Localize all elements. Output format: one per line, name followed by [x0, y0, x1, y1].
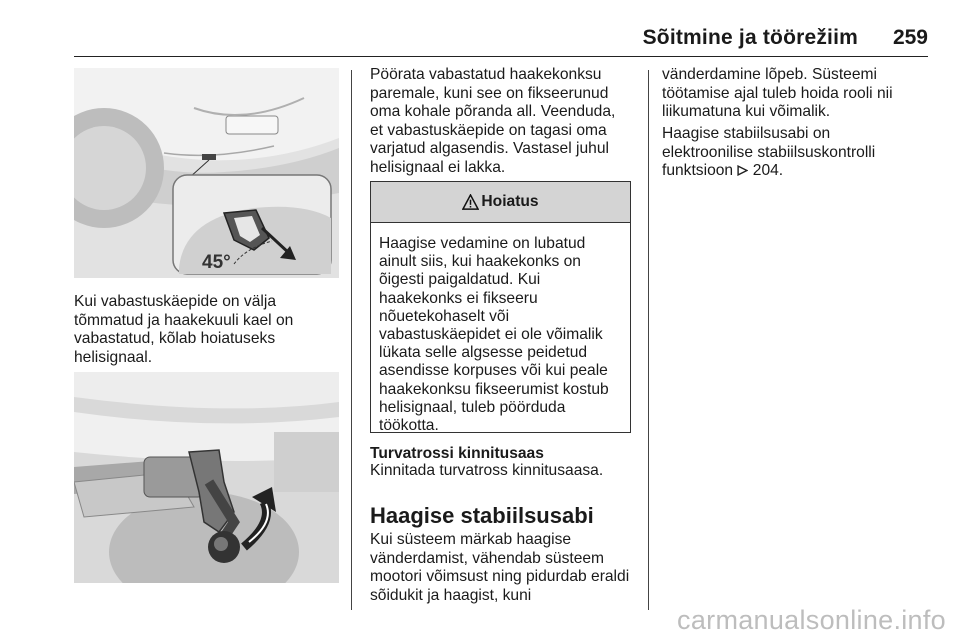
- text-line: helisignaal, tuleb pöörduda: [379, 398, 566, 416]
- subheading: Turvatrossi kinnitusaas: [370, 445, 544, 462]
- text-line: paremale, kuni see on fikseerunud: [370, 84, 609, 102]
- text-line: töötamise ajal tuleb hoida rooli nii: [662, 84, 893, 102]
- text-line: ainult siis, kui haakekonks on: [379, 253, 581, 271]
- angle-label: 45°: [202, 252, 231, 273]
- text-line: helisignaal.: [74, 348, 153, 366]
- warning-box: [370, 181, 631, 433]
- text-line: tõmmatud ja haakekuuli kael on: [74, 311, 294, 329]
- text-line: mootori võimsust ning pidurdab eraldi: [370, 568, 630, 586]
- text-line: liikumatuna kui võimalik.: [662, 103, 831, 121]
- text-line: vänderdamist, vähendab süsteem: [370, 549, 605, 567]
- col1-paragraph: [74, 293, 293, 367]
- text-line: et vabastuskäepide on tagasi oma: [370, 121, 607, 139]
- page-reference-link[interactable]: 204.: [752, 162, 784, 180]
- page-number: 259: [892, 26, 928, 49]
- text-line: sõidukit ja haagist, kuni: [370, 586, 532, 604]
- header-rule: [74, 56, 928, 57]
- text-fragment: funktsioon: [662, 162, 734, 180]
- text-line: lükata selle algsesse peidetud: [379, 344, 588, 362]
- warning-title: Hoiatus: [481, 193, 539, 210]
- text-line: töökotta.: [379, 417, 439, 435]
- text-line: oma kohale põranda all. Veenduda,: [370, 103, 616, 121]
- column-divider-left: [351, 70, 352, 610]
- text-line: Kui vabastuskäepide on välja: [74, 293, 276, 310]
- text-line: varjatud algasendis. Vastasel juhul: [370, 140, 609, 158]
- text-line: vabastatud, kõlab hoiatuseks: [74, 330, 276, 348]
- text-line: vänderdamine lõpeb. Süsteemi: [662, 66, 877, 83]
- text-line: Haagise stabiilsusabi on: [662, 125, 831, 142]
- col2-paragraph: [370, 66, 615, 178]
- warning-header: [371, 182, 630, 223]
- col3-paragraph-1: [662, 66, 893, 122]
- tow-hitch-closeup-figure: [74, 372, 339, 583]
- warning-body: [371, 223, 630, 435]
- text-line: nõuetekohaselt või: [379, 307, 510, 325]
- text-line: elektroonilise stabiilsuskontrolli: [662, 143, 876, 161]
- text-line: haakekonksu fikseerumist kostub: [379, 380, 609, 398]
- text-line: Haagise vedamine on lubatud: [379, 235, 586, 252]
- text-line: vabastuskäepidet ei ole võimalik: [379, 326, 603, 344]
- car-rear-hitch-figure: [74, 68, 339, 278]
- section-title: Haagise stabiilsusabi: [370, 503, 594, 528]
- text-line: haakekonks ei fikseeru: [379, 289, 538, 307]
- text-line: [662, 162, 875, 181]
- text-line: Pöörata vabastatud haakekonksu: [370, 66, 602, 83]
- chapter-title: Sõitmine ja töörežiim: [642, 26, 858, 49]
- column-divider-right: [648, 70, 649, 610]
- section-paragraph: [370, 531, 629, 605]
- page-reference-arrow-icon: [737, 165, 748, 176]
- warning-icon: [462, 194, 479, 211]
- subheading-text: Kinnitada turvatross kinnitusaasa.: [370, 462, 604, 479]
- text-line: Kui süsteem märkab haagise: [370, 531, 572, 548]
- text-line: õigesti paigaldatud. Kui: [379, 271, 541, 289]
- text-line: asendisse korpuses või kui peale: [379, 362, 608, 380]
- page-header: [0, 0, 960, 62]
- watermark: carmanualsonline.info: [677, 605, 946, 635]
- text-line: helisignaal ei lakka.: [370, 158, 506, 176]
- col3-paragraph-2: [662, 125, 875, 181]
